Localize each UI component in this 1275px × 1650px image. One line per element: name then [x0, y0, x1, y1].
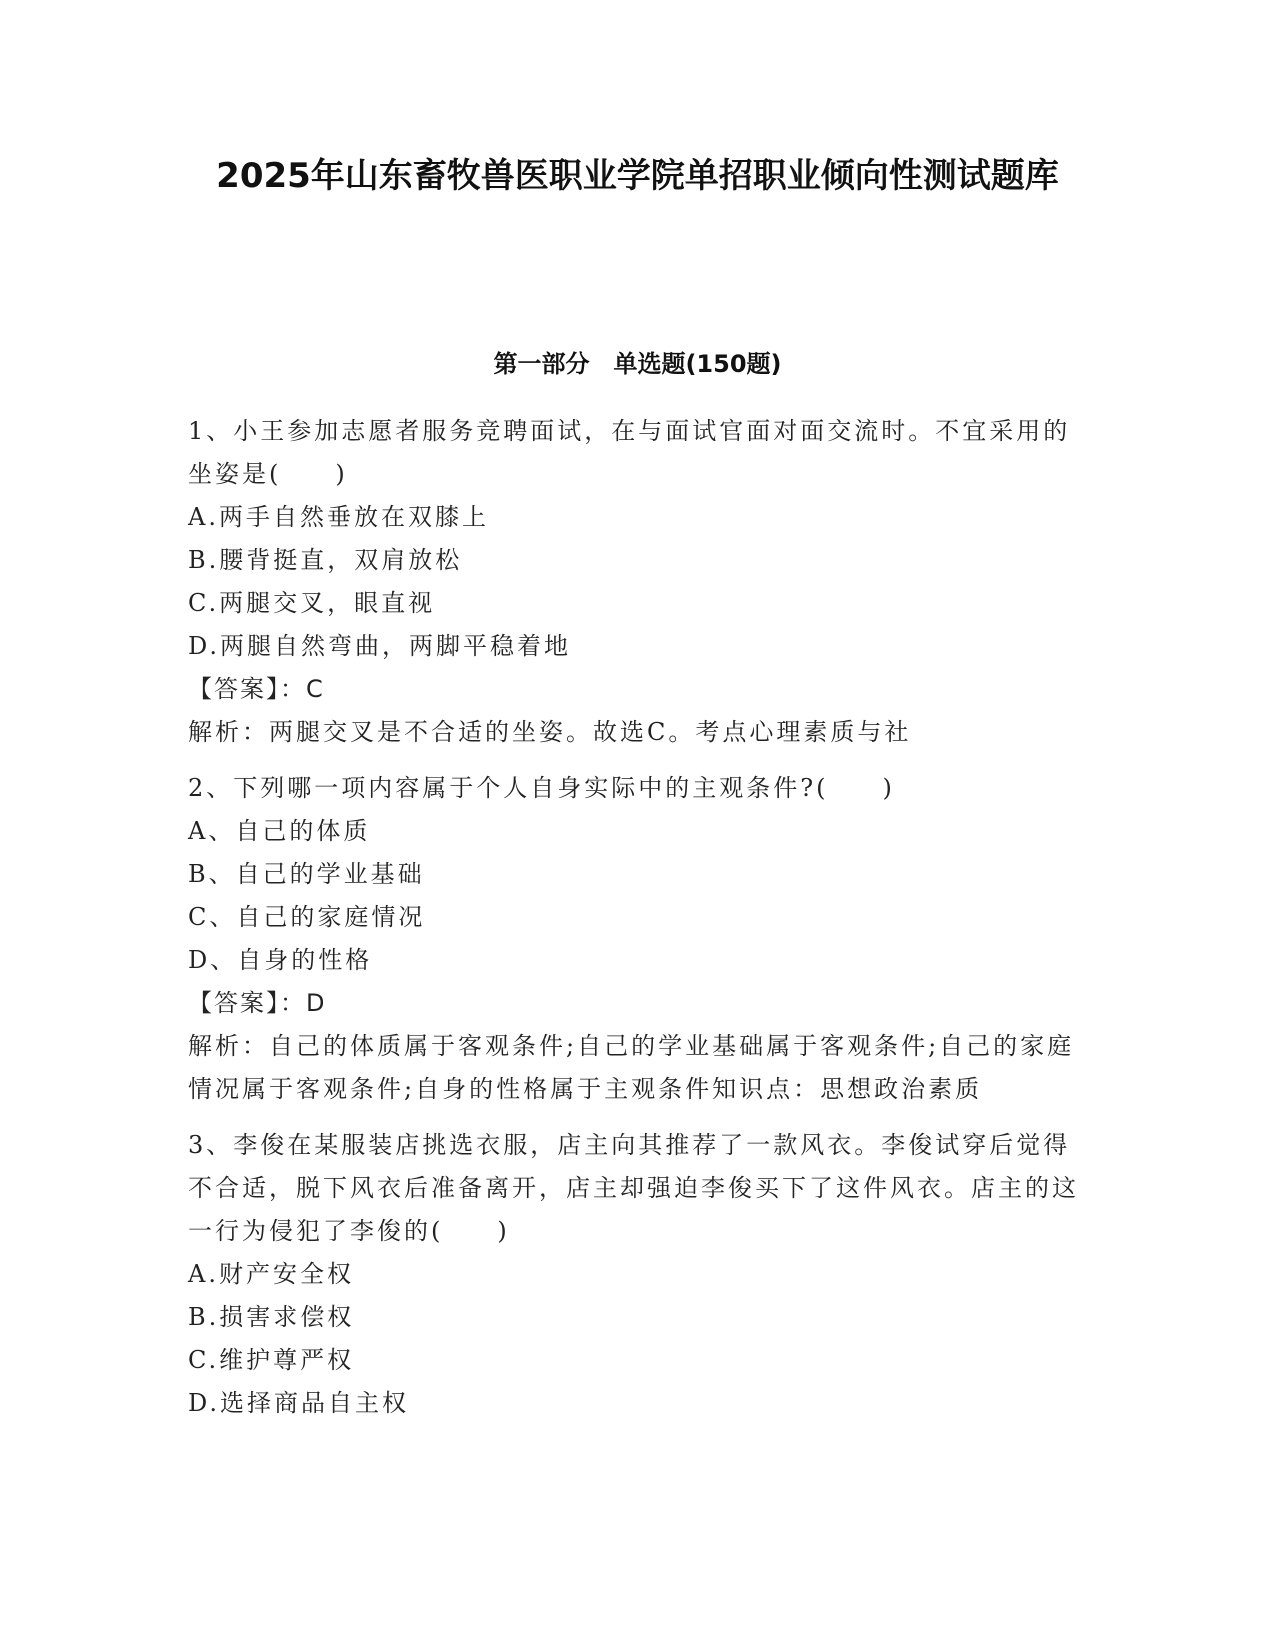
option-b: B.腰背挺直，双肩放松: [188, 546, 463, 574]
option-d: D.选择商品自主权: [188, 1389, 410, 1417]
option-b: B、自己的学业基础: [188, 860, 425, 888]
question-1: [188, 410, 1086, 754]
option-b: B.损害求偿权: [188, 1303, 355, 1331]
analysis-text: 解析：自己的体质属于客观条件;自己的学业基础属于客观条件;自己的家庭情况属于客观条件;自身的性格属于主观条件知识点：思想政治素质: [188, 1032, 1075, 1103]
question-list: [188, 410, 1086, 1438]
option-a: A.两手自然垂放在双膝上: [188, 503, 489, 531]
option-a: A.财产安全权: [188, 1260, 354, 1288]
answer-label: 【答案】：D: [188, 989, 327, 1017]
answer-label: 【答案】：C: [188, 675, 325, 703]
question-stem: 3、李俊在某服装店挑选衣服，店主向其推荐了一款风衣。李俊试穿后觉得不合适，脱下风衣后准备离开，店主却强迫李俊买下了这件风衣。店主的这一行为侵犯了李俊的( ): [188, 1131, 1079, 1245]
question-stem: 2、下列哪一项内容属于个人自身实际中的主观条件?( ): [188, 774, 895, 802]
question-3: [188, 1124, 1086, 1425]
document-title: 2025年山东畜牧兽医职业学院单招职业倾向性测试题库: [216, 156, 1059, 196]
option-d: D.两腿自然弯曲，两脚平稳着地: [188, 632, 572, 660]
question-2: [188, 767, 1086, 1111]
question-stem: 1、小王参加志愿者服务竞聘面试，在与面试官面对面交流时。不宜采用的坐姿是( ): [188, 417, 1071, 488]
section-title: 第一部分 单选题(150题): [493, 350, 782, 378]
option-d: D、自身的性格: [188, 946, 373, 974]
option-c: C、自己的家庭情况: [188, 903, 426, 931]
option-c: C.维护尊严权: [188, 1346, 355, 1374]
option-c: C.两腿交叉，眼直视: [188, 589, 436, 617]
analysis-text: 解析：两腿交叉是不合适的坐姿。故选C。考点心理素质与社: [188, 718, 912, 746]
option-a: A、自己的体质: [188, 817, 371, 845]
